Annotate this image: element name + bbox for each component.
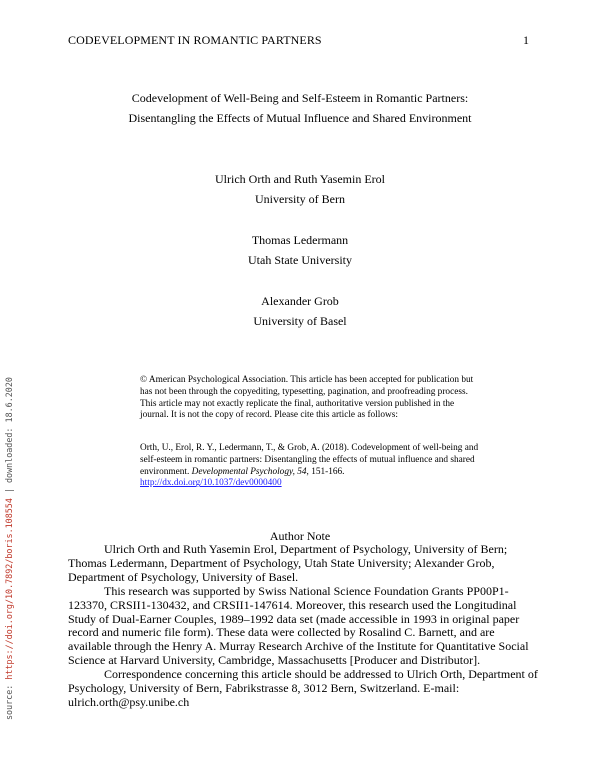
author-affiliation-3: University of Basel [253,314,347,328]
citation-pages: , 151-166. [306,466,345,477]
doi-link[interactable]: http://dx.doi.org/10.1037/dev0000400 [140,478,282,489]
author-note-paragraph: This research was supported by Swiss National Science Foundation Grants PP00P1-123370, CRSII1-130432, and CRSII1-147614. Moreover, this research used the Longitudinal Study of Dual-Earner Couples, 1989–1992 data set (made accessible in 1993 in original paper record and numeric file form). These data were collected by Rosalind C. Barnett, and are available through the Henry A. Murray Research Archive of the Institute for Quantitative Social Science at Harvard University, Cambridge, Massachusetts [Producer and Distributor]. [68,583,529,668]
citation-text: Orth, U., Erol, R. Y., Ledermann, T., & Grob, A. (2018). Codevelopment of well-being and self-esteem in romantic partners: Disentangling the effects of mutual influence and shared environment. [140,443,479,477]
title-line-2: Disentangling the Effects of Mutual Influence and Shared Environment [128,111,472,125]
sidebar-separator: | [4,482,14,499]
author-affiliation-2: Utah State University [248,253,352,267]
author-note-paragraph: Ulrich Orth and Ruth Yasemin Erol, Department of Psychology, University of Bern; Thomas Ledermann, Department of Psychology, Utah State University; Alexander Grob, Department of Psychology, University of Basel. [68,542,508,584]
source-label: source: [4,679,14,720]
author-names-1: Ulrich Orth and Ruth Yasemin Erol [215,172,385,186]
citation-journal: Developmental Psychology, 54 [191,466,307,477]
downloaded-date: downloaded: 18.6.2020 [4,377,14,483]
citation [140,443,480,490]
author-note-heading: Author Note [269,529,331,543]
author-names-3: Alexander Grob [261,294,339,308]
author-note-paragraph: Correspondence concerning this article should be addressed to Ulrich Orth, Department of Psychology, University of Bern, Fabrikstrasse 8, 3012 Bern, Switzerland. E-mail: ulrich.orth@psy.unibe.ch [68,667,538,709]
running-head: CODEVELOPMENT IN ROMANTIC PARTNERS [68,33,322,47]
author-note-body [68,543,540,710]
source-doi-link[interactable]: https://doi.org/10.7892/boris.108554 [4,498,14,680]
author-names-2: Thomas Ledermann [251,233,349,247]
copyright-notice: © American Psychological Association. This article has been accepted for publication but has not been through the copyediting, typesetting, pagination, and proofreading process. This article may not exactly replicate the final, authoritative version published in the journal. It is not the copy of record. Please cite this article as follows: [140,375,474,421]
page-number: 1 [523,33,529,47]
title-line-1: Codevelopment of Well-Being and Self-Esteem in Romantic Partners: [131,91,469,105]
source-sidebar [4,360,16,720]
author-affiliation-1: University of Bern [255,192,345,206]
